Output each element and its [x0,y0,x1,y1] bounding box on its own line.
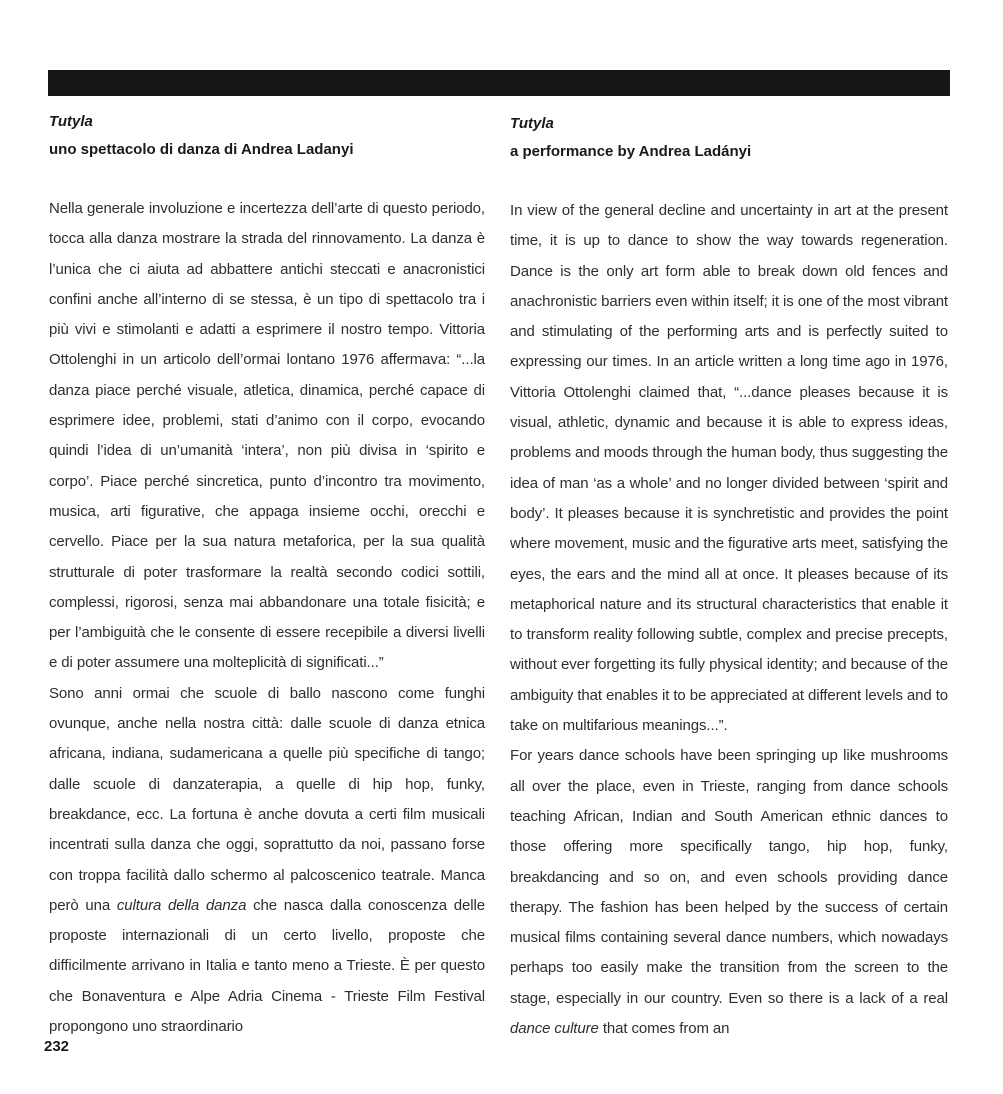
english-emphasis: dance culture [510,1020,599,1038]
italian-title: Tutyla [49,113,93,130]
english-column [510,112,948,1044]
page-number: 232 [44,1038,70,1055]
italian-subtitle: uno spettacolo di danza di Andrea Ladanyi [49,141,354,158]
header-bar [48,70,950,96]
italian-body [49,194,485,1042]
english-paragraph-1: In view of the general decline and uncertainty in art at the present time, it is up to dance to show the way towards regeneration. Dance is the only art form able to break down old fences and anachronistic barriers even within itself; it is one of the most vibrant and stimulating of the performing arts and is perfectly suited to expressing our times. In an article written a long time ago in 1976, Vittoria Ottolenghi claimed that, “...dance pleases because it is visual, athletic, dynamic and because it is able to express ideas, problems and moods through the human body, thus suggesting the idea of man ‘as a whole’ and no longer divided between ‘spirit and body’. It pleases because it is synchretistic and provides the point where movement, music and the figurative arts meet, satisfying the eyes, the ears and the mind all at once. It pleases because of its metaphorical nature and its structural characteristics that enable it to transform reality following subtle, complex and precise precepts, without ever forgetting its fully physical identity; and because of the ambiguity that enables it to be appreciated at different levels and to take on multifarious meanings...”. [510,202,949,735]
english-title: Tutyla [510,115,554,132]
italian-column [49,112,485,1042]
english-body [510,196,948,1044]
english-subtitle: a performance by Andrea Ladányi [510,143,752,160]
italian-emphasis: cultura della danza [116,896,247,914]
italian-paragraph-1: Nella generale involuzione e incertezza dell’arte di questo periodo, tocca alla danza mostrare la strada del rinnovamento. La danza è l’unica che ci aiuta ad abbattere antichi steccati e anacronistici confini anche all’interno di se stessa, è un tipo di spettacolo tra i più vivi e stimolanti e adatti a esprimere il nostro tempo. Vittoria Ottolenghi in un articolo dell’ormai lontano 1976 affermava: “...la danza piace perché visuale, atletica, dinamica, perché capace di esprimere idee, problemi, stati d’animo con il corpo, evocando quindi l’idea di un’umanità ‘intera’, non più divisa in ‘spirito e corpo’. Piace perché sincretica, punto d’incontro tra movimento, musica, arti figurative, che appaga insieme occhi, orecchi e cervello. Piace per la sua natura metaforica, per la sua qualità strutturale di poter trasformare la realtà secondo codici sottili, complessi, rigorosi, senza mai abbandonare una totale fisicità; e per l’ambiguità che le consente di essere recepibile a diversi livelli e di poter assumere una molteplicità di significati...” [49,200,485,672]
italian-paragraph-2: Sono anni ormai che scuole di ballo nascono come funghi ovunque, anche nella nostra città: dalle scuole di danza etnica africana, indiana, sudamericana a quelle più specifiche di tango; dalle scuole di danzaterapia, a quelle di hip hop, funky, breakdance, ecc. La fortuna è anche dovuta a certi film musicali incentrati sulla danza che oggi, soprattutto da noi, passano forse con troppa facilità dallo schermo al palcoscenico teatrale. Manca però una cultura della danza che nasca dalla conoscenza delle proposte internazionali di un certo livello, proposte che difficilmente arrivano in Italia e tanto meno a Trieste. È per questo che Bonaventura e Alpe Adria Cinema - Trieste Film Festival propongono uno straordinario [49,684,485,1036]
english-paragraph-2: For years dance schools have been springing up like mushrooms all over the place, even in Trieste, ranging from dance schools teaching African, Indian and South American ethnic dances to those offering more specifically tango, hip hop, funky, breakdancing and so on, and even schools providing dance therapy. The fashion has been helped by the success of certain musical films containing several dance numbers, which nowadays perhaps too easily make the transition from the screen to the stage, especially in our country. Even so there is a lack of a real dance culture that comes from an [510,747,948,1038]
